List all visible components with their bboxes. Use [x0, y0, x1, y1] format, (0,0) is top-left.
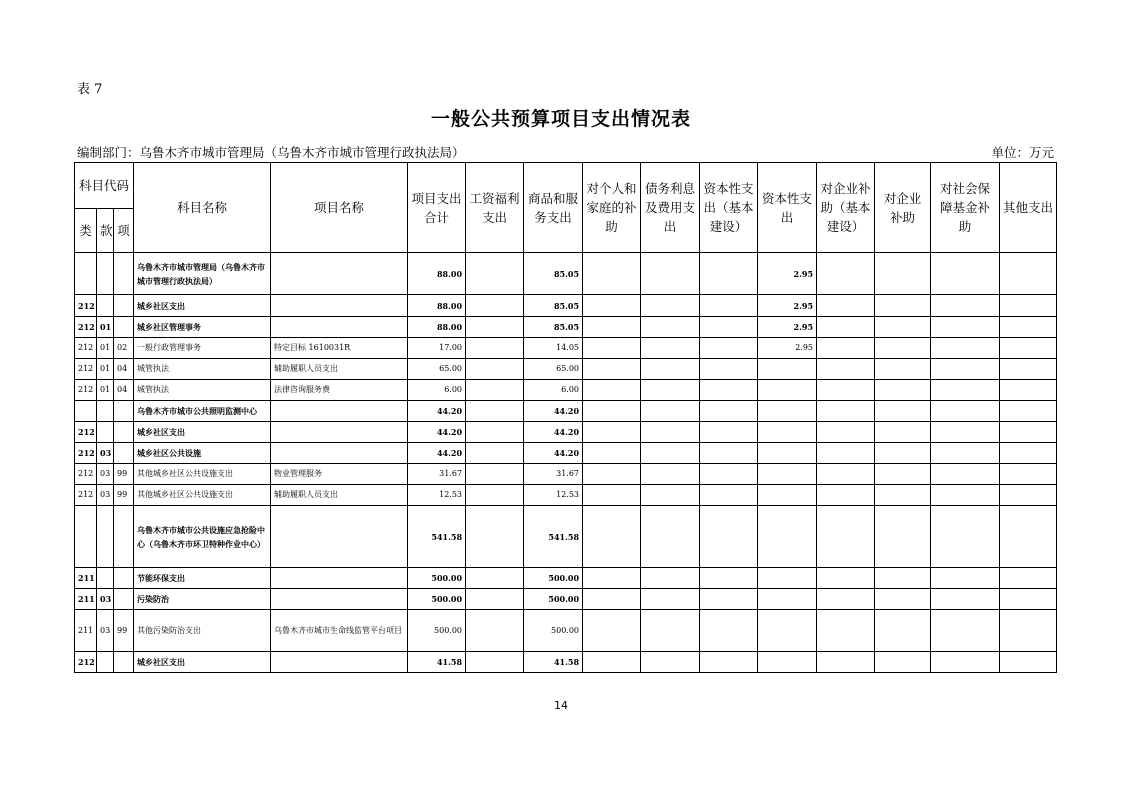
- table-row: [75, 485, 1057, 506]
- cell-lei: 211: [75, 589, 97, 610]
- cell-name: 城管执法: [134, 359, 271, 380]
- cell-other: [1000, 295, 1057, 317]
- cell-enterprise: [875, 422, 931, 443]
- cell-wages: [466, 443, 524, 464]
- cell-personal: [583, 317, 641, 338]
- header-lei: 类: [75, 209, 97, 253]
- cell-total: 500.00: [408, 568, 466, 589]
- cell-social: [931, 338, 1000, 359]
- cell-capital-basic: [700, 652, 758, 673]
- cell-kuan: 03: [97, 485, 114, 506]
- cell-kuan: [97, 295, 114, 317]
- cell-capital-basic: [700, 506, 758, 568]
- cell-enterprise-basic: [817, 568, 875, 589]
- cell-capital: [758, 568, 817, 589]
- cell-enterprise-basic: [817, 589, 875, 610]
- cell-enterprise-basic: [817, 317, 875, 338]
- cell-capital-basic: [700, 589, 758, 610]
- cell-wages: [466, 610, 524, 652]
- cell-total: 88.00: [408, 317, 466, 338]
- cell-enterprise-basic: [817, 485, 875, 506]
- table-row: [75, 443, 1057, 464]
- cell-other: [1000, 589, 1057, 610]
- cell-enterprise: [875, 589, 931, 610]
- cell-kuan: 01: [97, 317, 114, 338]
- cell-name: 城乡社区支出: [134, 295, 271, 317]
- cell-kuan: 01: [97, 380, 114, 401]
- cell-xiang: 04: [114, 380, 134, 401]
- table-body: [75, 163, 1057, 673]
- cell-project: [271, 568, 408, 589]
- cell-other: [1000, 568, 1057, 589]
- cell-other: [1000, 443, 1057, 464]
- cell-enterprise: [875, 485, 931, 506]
- cell-social: [931, 485, 1000, 506]
- cell-debt: [641, 422, 700, 443]
- cell-capital-basic: [700, 380, 758, 401]
- cell-goods: 6.00: [524, 380, 583, 401]
- cell-lei: 212: [75, 464, 97, 485]
- cell-debt: [641, 589, 700, 610]
- cell-social: [931, 422, 1000, 443]
- cell-xiang: 99: [114, 464, 134, 485]
- cell-project: [271, 422, 408, 443]
- cell-enterprise: [875, 443, 931, 464]
- cell-xiang: [114, 506, 134, 568]
- cell-personal: [583, 652, 641, 673]
- cell-personal: [583, 253, 641, 295]
- cell-goods: 500.00: [524, 589, 583, 610]
- table-row: [75, 317, 1057, 338]
- cell-capital: 2.95: [758, 295, 817, 317]
- cell-total: 31.67: [408, 464, 466, 485]
- cell-debt: [641, 317, 700, 338]
- cell-lei: 212: [75, 295, 97, 317]
- cell-personal: [583, 443, 641, 464]
- cell-personal: [583, 610, 641, 652]
- cell-wages: [466, 338, 524, 359]
- cell-xiang: 99: [114, 485, 134, 506]
- cell-debt: [641, 295, 700, 317]
- cell-capital: 2.95: [758, 317, 817, 338]
- cell-xiang: 02: [114, 338, 134, 359]
- cell-other: [1000, 485, 1057, 506]
- cell-xiang: [114, 295, 134, 317]
- header-subject-name: 科目名称: [134, 163, 271, 253]
- cell-capital: 2.95: [758, 338, 817, 359]
- cell-debt: [641, 568, 700, 589]
- document-title: 一般公共预算项目支出情况表: [430, 108, 691, 130]
- header-personal: 对个人和家庭的补助: [583, 163, 641, 253]
- cell-wages: [466, 652, 524, 673]
- cell-kuan: 03: [97, 443, 114, 464]
- cell-capital: [758, 443, 817, 464]
- cell-enterprise-basic: [817, 401, 875, 422]
- cell-name: 其他城乡社区公共设施支出: [134, 464, 271, 485]
- cell-wages: [466, 401, 524, 422]
- cell-total: 500.00: [408, 610, 466, 652]
- header-enterprise-basic: 对企业补助（基本建设）: [817, 163, 875, 253]
- cell-project: [271, 253, 408, 295]
- table-row: [75, 380, 1057, 401]
- cell-social: [931, 464, 1000, 485]
- cell-other: [1000, 359, 1057, 380]
- cell-enterprise: [875, 401, 931, 422]
- cell-social: [931, 317, 1000, 338]
- cell-social: [931, 568, 1000, 589]
- header-other: 其他支出: [1000, 163, 1057, 253]
- cell-debt: [641, 610, 700, 652]
- cell-other: [1000, 253, 1057, 295]
- table-row: [75, 506, 1057, 568]
- cell-xiang: [114, 253, 134, 295]
- cell-other: [1000, 610, 1057, 652]
- header-project-name: 项目名称: [271, 163, 408, 253]
- cell-total: 41.58: [408, 652, 466, 673]
- cell-total: 65.00: [408, 359, 466, 380]
- cell-xiang: [114, 652, 134, 673]
- cell-personal: [583, 380, 641, 401]
- cell-social: [931, 652, 1000, 673]
- cell-lei: 212: [75, 359, 97, 380]
- cell-kuan: [97, 253, 114, 295]
- cell-goods: 44.20: [524, 443, 583, 464]
- cell-enterprise-basic: [817, 253, 875, 295]
- cell-lei: [75, 506, 97, 568]
- cell-other: [1000, 317, 1057, 338]
- cell-name: 乌鲁木齐市城市管理局（乌鲁木齐市城市管理行政执法局）: [134, 253, 271, 295]
- cell-capital-basic: [700, 253, 758, 295]
- cell-enterprise: [875, 610, 931, 652]
- cell-debt: [641, 359, 700, 380]
- cell-wages: [466, 359, 524, 380]
- header-xiang: 项: [114, 209, 134, 253]
- cell-total: 88.00: [408, 253, 466, 295]
- table-row: [75, 652, 1057, 673]
- cell-total: 12.53: [408, 485, 466, 506]
- cell-personal: [583, 464, 641, 485]
- cell-capital-basic: [700, 317, 758, 338]
- table-label: 表 7: [77, 82, 103, 97]
- cell-other: [1000, 652, 1057, 673]
- cell-total: 44.20: [408, 401, 466, 422]
- cell-goods: 31.67: [524, 464, 583, 485]
- cell-social: [931, 295, 1000, 317]
- cell-debt: [641, 506, 700, 568]
- cell-debt: [641, 652, 700, 673]
- header-capital: 资本性支出: [758, 163, 817, 253]
- cell-lei: 212: [75, 652, 97, 673]
- cell-xiang: [114, 317, 134, 338]
- cell-social: [931, 610, 1000, 652]
- cell-capital: [758, 401, 817, 422]
- cell-goods: 85.05: [524, 295, 583, 317]
- cell-wages: [466, 506, 524, 568]
- cell-lei: 212: [75, 443, 97, 464]
- cell-enterprise-basic: [817, 652, 875, 673]
- cell-other: [1000, 380, 1057, 401]
- expenditure-table: [74, 162, 1057, 673]
- cell-social: [931, 380, 1000, 401]
- cell-social: [931, 359, 1000, 380]
- cell-capital-basic: [700, 485, 758, 506]
- cell-enterprise-basic: [817, 464, 875, 485]
- cell-name: 乌鲁木齐市城市公共照明监测中心: [134, 401, 271, 422]
- cell-goods: 14.05: [524, 338, 583, 359]
- cell-project: [271, 652, 408, 673]
- cell-goods: 41.58: [524, 652, 583, 673]
- cell-other: [1000, 401, 1057, 422]
- cell-capital: [758, 464, 817, 485]
- cell-capital-basic: [700, 568, 758, 589]
- cell-lei: 212: [75, 380, 97, 401]
- cell-kuan: [97, 506, 114, 568]
- cell-enterprise-basic: [817, 506, 875, 568]
- cell-capital: [758, 652, 817, 673]
- cell-total: 88.00: [408, 295, 466, 317]
- cell-capital: [758, 422, 817, 443]
- cell-lei: 212: [75, 422, 97, 443]
- cell-personal: [583, 485, 641, 506]
- cell-name: 乌鲁木齐市城市公共设施应急抢险中心（乌鲁木齐市环卫特种作业中心）: [134, 506, 271, 568]
- cell-capital: [758, 485, 817, 506]
- cell-kuan: [97, 401, 114, 422]
- cell-personal: [583, 589, 641, 610]
- cell-capital-basic: [700, 422, 758, 443]
- cell-project: [271, 295, 408, 317]
- table-row: [75, 464, 1057, 485]
- table-row: [75, 338, 1057, 359]
- cell-social: [931, 401, 1000, 422]
- table-row: [75, 359, 1057, 380]
- cell-name: 城乡社区管理事务: [134, 317, 271, 338]
- cell-debt: [641, 485, 700, 506]
- header-code-group: 科目代码: [75, 163, 134, 209]
- cell-personal: [583, 359, 641, 380]
- cell-goods: 500.00: [524, 610, 583, 652]
- cell-other: [1000, 506, 1057, 568]
- header-enterprise: 对企业补助: [875, 163, 931, 253]
- cell-kuan: 03: [97, 464, 114, 485]
- cell-total: 6.00: [408, 380, 466, 401]
- unit-label: 单位：万元: [991, 145, 1054, 160]
- cell-capital-basic: [700, 443, 758, 464]
- cell-xiang: 99: [114, 610, 134, 652]
- cell-capital: [758, 610, 817, 652]
- cell-personal: [583, 295, 641, 317]
- cell-debt: [641, 253, 700, 295]
- cell-capital: [758, 589, 817, 610]
- cell-goods: 85.05: [524, 253, 583, 295]
- cell-debt: [641, 401, 700, 422]
- cell-enterprise: [875, 464, 931, 485]
- cell-enterprise-basic: [817, 610, 875, 652]
- cell-enterprise-basic: [817, 422, 875, 443]
- cell-capital: [758, 506, 817, 568]
- cell-social: [931, 506, 1000, 568]
- cell-debt: [641, 443, 700, 464]
- cell-kuan: [97, 652, 114, 673]
- cell-xiang: [114, 589, 134, 610]
- cell-project: 辅助履职人员支出: [271, 485, 408, 506]
- cell-total: 44.20: [408, 443, 466, 464]
- cell-enterprise: [875, 380, 931, 401]
- cell-name: 节能环保支出: [134, 568, 271, 589]
- cell-project: 乌鲁木齐市城市生命线监管平台项目: [271, 610, 408, 652]
- cell-project: [271, 443, 408, 464]
- cell-total: 541.58: [408, 506, 466, 568]
- cell-personal: [583, 506, 641, 568]
- cell-xiang: 04: [114, 359, 134, 380]
- cell-capital-basic: [700, 610, 758, 652]
- cell-xiang: [114, 401, 134, 422]
- cell-enterprise: [875, 253, 931, 295]
- department-label: 编制部门：乌鲁木齐市城市管理局（乌鲁木齐市城市管理行政执法局）: [77, 145, 465, 160]
- cell-name: 城乡社区支出: [134, 422, 271, 443]
- header-capital-basic: 资本性支出（基本建设）: [700, 163, 758, 253]
- cell-enterprise-basic: [817, 359, 875, 380]
- cell-project: 物业管理服务: [271, 464, 408, 485]
- cell-wages: [466, 422, 524, 443]
- cell-kuan: 03: [97, 610, 114, 652]
- cell-personal: [583, 401, 641, 422]
- cell-wages: [466, 253, 524, 295]
- header-wages: 工资福利支出: [466, 163, 524, 253]
- cell-goods: 541.58: [524, 506, 583, 568]
- header-social: 对社会保障基金补助: [931, 163, 1000, 253]
- table-row: [75, 401, 1057, 422]
- cell-wages: [466, 317, 524, 338]
- cell-capital: 2.95: [758, 253, 817, 295]
- cell-social: [931, 589, 1000, 610]
- cell-name: 城乡社区支出: [134, 652, 271, 673]
- cell-goods: 85.05: [524, 317, 583, 338]
- cell-wages: [466, 464, 524, 485]
- cell-capital-basic: [700, 295, 758, 317]
- cell-total: 44.20: [408, 422, 466, 443]
- cell-name: 一般行政管理事务: [134, 338, 271, 359]
- cell-personal: [583, 338, 641, 359]
- cell-social: [931, 443, 1000, 464]
- cell-enterprise: [875, 652, 931, 673]
- cell-capital-basic: [700, 359, 758, 380]
- cell-capital: [758, 359, 817, 380]
- cell-kuan: 03: [97, 589, 114, 610]
- table-row: [75, 568, 1057, 589]
- table-row: [75, 589, 1057, 610]
- header-total: 项目支出合计: [408, 163, 466, 253]
- cell-goods: 500.00: [524, 568, 583, 589]
- cell-goods: 65.00: [524, 359, 583, 380]
- table-row: [75, 610, 1057, 652]
- header-kuan: 款: [97, 209, 114, 253]
- cell-other: [1000, 422, 1057, 443]
- cell-project: [271, 401, 408, 422]
- cell-goods: 44.20: [524, 401, 583, 422]
- cell-debt: [641, 464, 700, 485]
- cell-enterprise-basic: [817, 338, 875, 359]
- cell-personal: [583, 422, 641, 443]
- cell-project: [271, 317, 408, 338]
- cell-other: [1000, 464, 1057, 485]
- cell-wages: [466, 295, 524, 317]
- cell-enterprise: [875, 359, 931, 380]
- cell-personal: [583, 568, 641, 589]
- cell-project: [271, 506, 408, 568]
- cell-lei: 211: [75, 610, 97, 652]
- cell-project: 法律咨询服务费: [271, 380, 408, 401]
- cell-lei: 212: [75, 338, 97, 359]
- cell-xiang: [114, 422, 134, 443]
- cell-debt: [641, 380, 700, 401]
- cell-goods: 44.20: [524, 422, 583, 443]
- cell-name: 城管执法: [134, 380, 271, 401]
- cell-social: [931, 253, 1000, 295]
- cell-enterprise: [875, 506, 931, 568]
- cell-project: [271, 589, 408, 610]
- cell-name: 污染防治: [134, 589, 271, 610]
- cell-kuan: 01: [97, 338, 114, 359]
- cell-name: 城乡社区公共设施: [134, 443, 271, 464]
- table-row: [75, 253, 1057, 295]
- cell-enterprise-basic: [817, 380, 875, 401]
- cell-enterprise: [875, 568, 931, 589]
- cell-project: 特定目标 1610031R: [271, 338, 408, 359]
- cell-wages: [466, 568, 524, 589]
- cell-lei: 211: [75, 568, 97, 589]
- table-row: [75, 295, 1057, 317]
- cell-debt: [641, 338, 700, 359]
- cell-wages: [466, 380, 524, 401]
- cell-enterprise: [875, 317, 931, 338]
- cell-lei: [75, 253, 97, 295]
- cell-kuan: 01: [97, 359, 114, 380]
- cell-enterprise-basic: [817, 443, 875, 464]
- cell-capital-basic: [700, 464, 758, 485]
- cell-capital-basic: [700, 401, 758, 422]
- page-number: 14: [554, 699, 568, 712]
- cell-other: [1000, 338, 1057, 359]
- cell-name: 其他污染防治支出: [134, 610, 271, 652]
- cell-enterprise: [875, 338, 931, 359]
- cell-xiang: [114, 568, 134, 589]
- header-goods: 商品和服务支出: [524, 163, 583, 253]
- cell-wages: [466, 589, 524, 610]
- cell-project: 辅助履职人员支出: [271, 359, 408, 380]
- header-debt: 债务利息及费用支出: [641, 163, 700, 253]
- cell-name: 其他城乡社区公共设施支出: [134, 485, 271, 506]
- cell-capital: [758, 380, 817, 401]
- table-row: [75, 422, 1057, 443]
- cell-lei: [75, 401, 97, 422]
- cell-kuan: [97, 422, 114, 443]
- cell-total: 17.00: [408, 338, 466, 359]
- cell-total: 500.00: [408, 589, 466, 610]
- cell-goods: 12.53: [524, 485, 583, 506]
- cell-enterprise-basic: [817, 295, 875, 317]
- cell-lei: 212: [75, 317, 97, 338]
- cell-xiang: [114, 443, 134, 464]
- cell-kuan: [97, 568, 114, 589]
- cell-enterprise: [875, 295, 931, 317]
- cell-lei: 212: [75, 485, 97, 506]
- cell-capital-basic: [700, 338, 758, 359]
- cell-wages: [466, 485, 524, 506]
